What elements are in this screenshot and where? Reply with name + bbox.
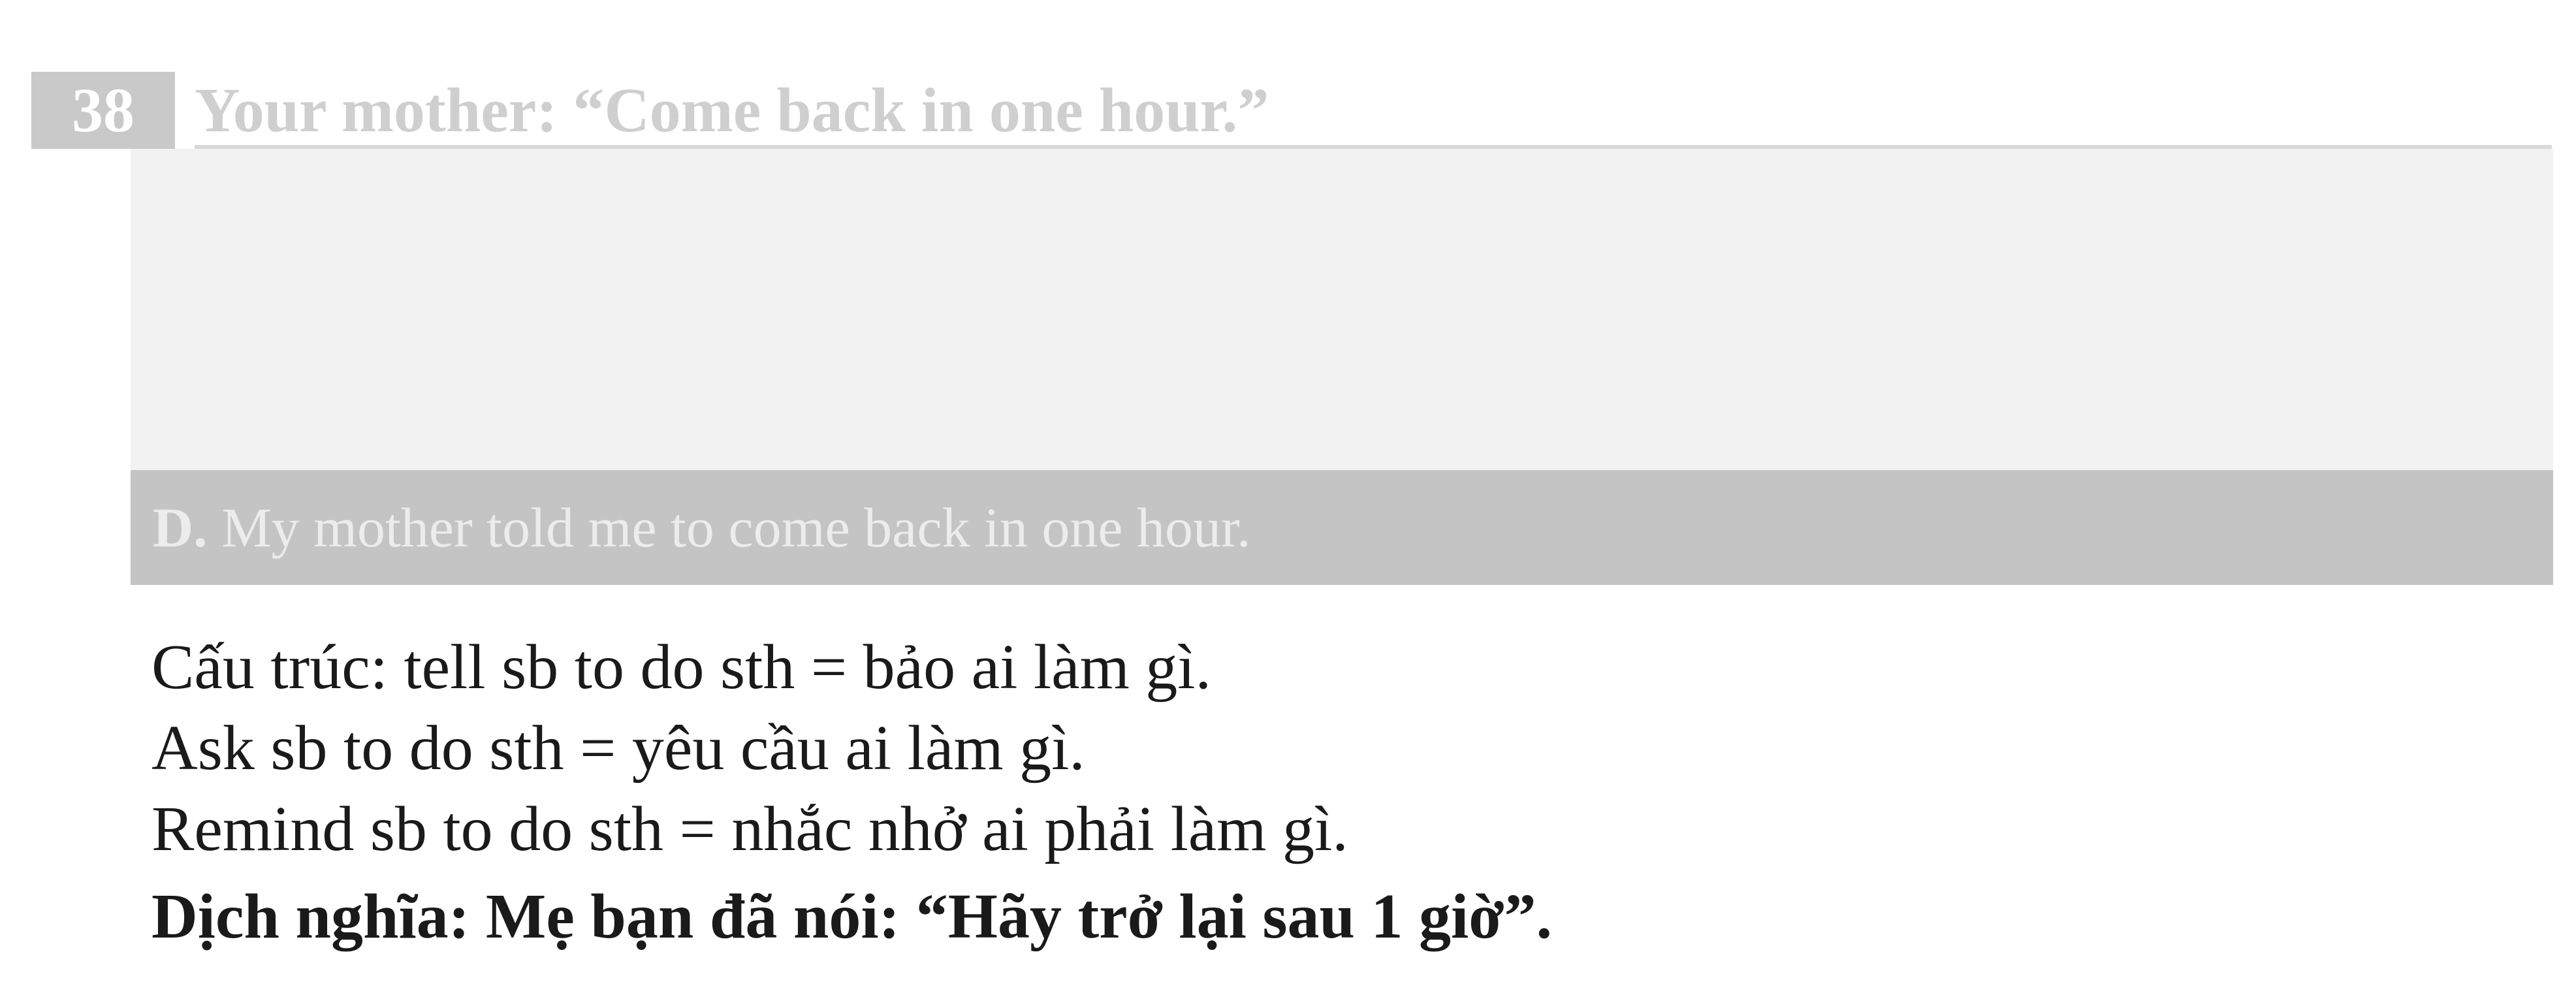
question-number: 38 xyxy=(31,72,175,149)
translation: Dịch nghĩa: Mẹ bạn đã nói: “Hãy trở lại sau 1 giờ”. xyxy=(151,881,1552,952)
question-prompt: Your mother: “Come back in one hour.” xyxy=(195,75,1269,145)
explanation-line: Cấu trúc: tell sb to do sth = bảo ai làm gì. xyxy=(151,632,1212,703)
explanation-line: Ask sb to do sth = yêu cầu ai làm gì. xyxy=(151,713,1085,783)
answer-letter: D. xyxy=(153,496,208,559)
answer-sentence: My mother told me to come back in one hour. xyxy=(207,496,1251,559)
explanation xyxy=(151,627,2535,957)
explanation-line: Remind sb to do sth = nhắc nhở ai phải làm gì. xyxy=(151,794,1348,864)
correct-answer-bar xyxy=(131,470,2553,585)
correct-answer xyxy=(153,470,1250,585)
options-area xyxy=(131,149,2553,470)
question-header xyxy=(31,72,2552,149)
